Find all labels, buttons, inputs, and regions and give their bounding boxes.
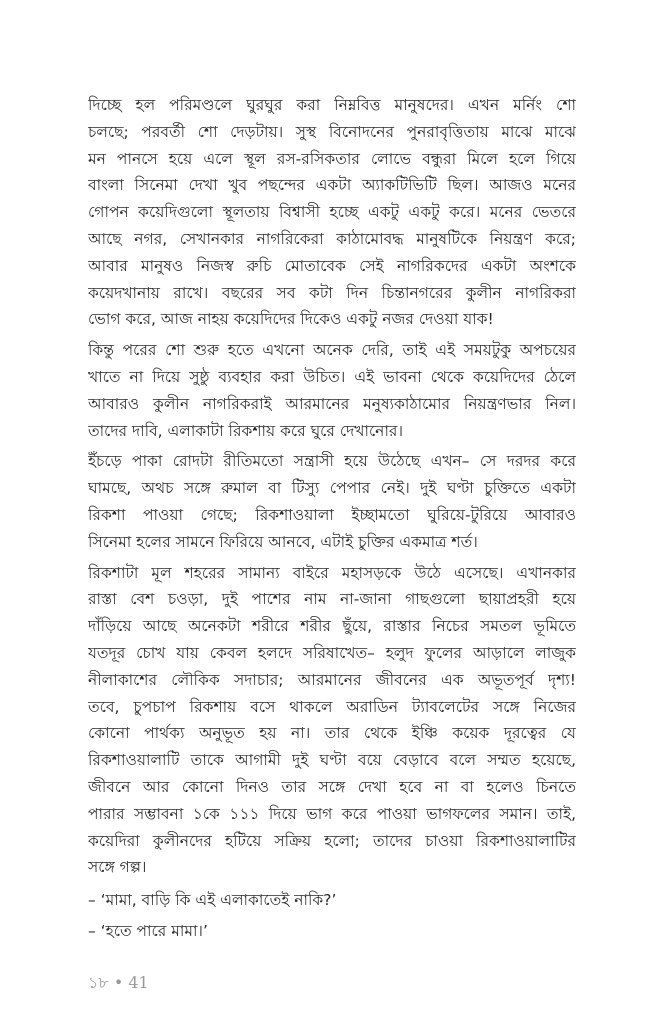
text-line: রিকশাওয়ালাটি তাকে আগামী দুই ঘণ্টা বয়ে বেড়াবে বলে সম্মত হয়েছে, [88,751,576,770]
text-line: যতদূর চোখ যায় কেবল হলদে সরিষাখেত– হলুদ ফুলের আড়ালে লাজুক [88,643,576,662]
text-line: পারার সম্ভাবনা ১কে ১১১ দিয়ে ভাগ করে পাওয়া ভাগফলের সমান। তাই, [88,804,576,823]
text-line: ভোগ করে, আজ নাহয় কয়েদিদের দিকেও একটু নজর দেওয়া যাক! [88,310,494,329]
text-line: ইঁচড়ে পাকা রোদটা রীতিমতো সন্ত্রাসী হয়ে উঠেছে এখন– সে দরদর করে [88,452,576,471]
text-line: রিকশা পাওয়া গেছে; রিকশাওয়ালা ইচ্ছামতো ঘুরিয়ে-টুরিয়ে আবারও [88,505,576,524]
text-line: চলছে; পরবর্তী শো দেড়টায়। সুস্থ বিনোদনের পুনরাবৃত্তিতায় মাঝে মাঝে [88,122,576,141]
text-line: কয়েদিরা কুলীনদের হটিয়ে সক্রিয় হলো; তাদের চাওয়া রিকশাওয়ালাটির [88,831,576,850]
paragraph [88,92,576,333]
text-line: দাঁড়িয়ে আছে অনেকটা শরীরে শরীর ছুঁয়ে, রাস্তার নিচের সমতল ভূমিতে [88,617,576,636]
text-line: বাংলা সিনেমা দেখা খুব পছন্দের একটা অ্যাকটিভিটি ছিল। আজও মনের [88,176,576,195]
text-line: মন পানসে হয়ে এলে স্থূল রস-রসিকতার লোভে বন্ধুরা মিলে হলে গিয়ে [88,149,576,168]
paragraph [88,448,576,555]
dialogue [88,885,576,947]
dialogue-line: – ‘হতে পারে মামা।’ [88,922,208,941]
dialogue-line: – ‘মামা, বাড়ি কি এই এলাকাতেই নাকি?’ [88,891,337,910]
paragraph [88,337,576,444]
text-line: সিনেমা হলের সামনে ফিরিয়ে আনবে, এটাই চুক্তির একমাত্র শর্ত। [88,532,478,551]
text-line: ঘামছে, অথচ সঙ্গে রুমাল বা টিস্যু পেপার নেই। দুই ঘণ্টা চুক্তিতে একটা [88,479,576,498]
paragraphs [88,92,576,881]
page-number: ১৮ • 41 [88,973,149,992]
text-line: কোনো পার্থক্য অনুভূত হয় না। তার থেকে ইঞ্চি কয়েক দূরত্বের যে [88,724,576,743]
text-line: আবারও কুলীন নাগরিকরাই আরমানের মনুষ্যকাঠামোর নিয়ন্ত্রণভার নিল। [88,394,576,413]
text-line: রাস্তা বেশ চওড়া, দুই পাশের নাম না-জানা গাছগুলো ছায়াপ্রহরী হয়ে [88,590,576,609]
text-line: সঙ্গে গল্প। [88,858,147,877]
page-body [88,92,576,947]
text-line: খাতে না দিয়ে সুষ্ঠু ব্যবহার করা উচিত। এই ভাবনা থেকে কয়েদিদের ঠেলে [88,367,576,386]
text-line: তাদের দাবি, এলাকাটা রিকশায় করে ঘুরে দেখানোর। [88,421,404,440]
text-line: গোপন কয়েদিগুলো স্থূলতায় বিশ্বাসী হচ্ছে একটু একটু করে। মনের ভেতরে [88,203,576,222]
text-line: আবার মানুষও নিজস্ব রুচি মোতাবেক সেই নাগরিকদের একটা অংশকে [88,256,576,275]
text-line: জীবনে আর কোনো দিনও তার সঙ্গে দেখা হবে না বা হলেও চিনতে [88,777,576,796]
text-line: কিন্তু পরের শো শুরু হতে এখনো অনেক দেরি, তাই এই সময়টুকু অপচয়ের [88,341,576,360]
text-line: রিকশাটা মূল শহরের সামান্য বাইরে মহাসড়কে উঠে এসেছে। এখানকার [88,563,576,582]
text-line: কয়েদখানায় রাখে। বছরের সব কটা দিন চিন্তানগরের কুলীন নাগরিকরা [88,283,576,302]
text-line: নীলাকাশের লৌকিক সদাচার; আরমানের জীবনের এক অভূতপূর্ব দৃশ্য! [88,670,576,689]
text-line: তবে, চুপচাপ রিকশায় বসে থাকলে অরাডিন ট্যাবলেটের সঙ্গে নিজের [88,697,576,716]
text-line: দিচ্ছে হল পরিমণ্ডলে ঘুরঘুর করা নিম্নবিত্ত মানুষদের। এখন মর্নিং শো [88,96,576,114]
text-line: আছে নগর, সেখানকার নাগরিকেরা কাঠামোবদ্ধ মানুষটিকে নিয়ন্ত্রণ করে; [88,229,576,248]
paragraph [88,560,576,882]
